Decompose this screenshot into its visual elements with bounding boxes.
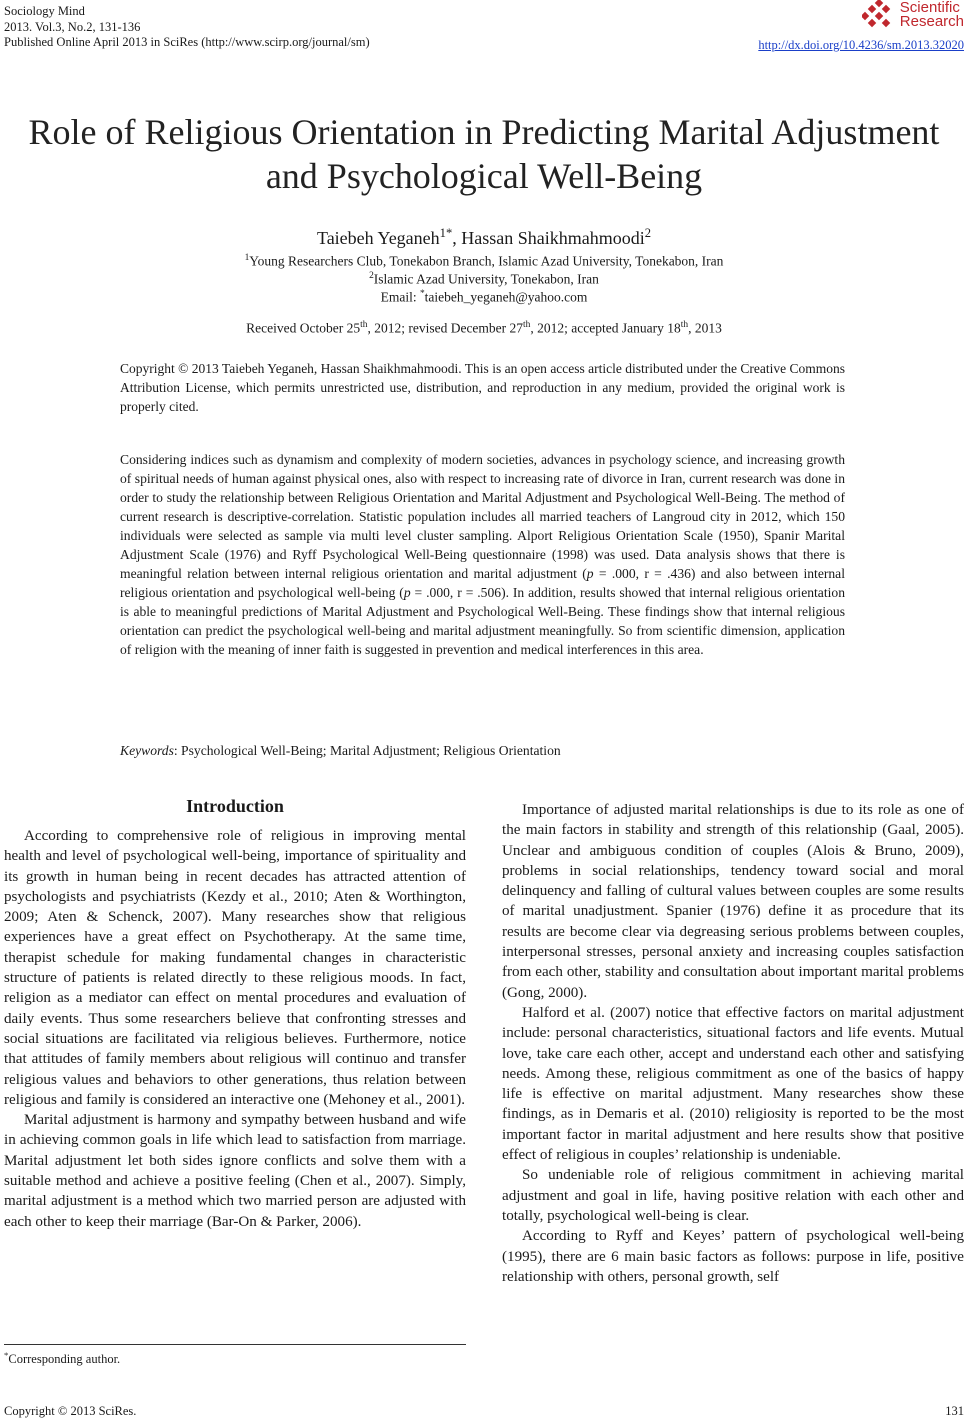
body-paragraph: Halford et al. (2007) notice that effective factors on marital adjustment include: personal characteristics, situational factors and life events. Mutual love, take care each other, accept and understand each other and satisfying needs. Among these, religious commitment as one of the basics of happy life is effective on marital adjustment. Many researches show these findings, as in Demaris et al. (2010) religiosity is reported to be the most important factor in marital adjustment and here results show that positive effect of religious in couples’ relationship is undeniable. xyxy=(502,1004,964,1164)
keywords-label: Keywords xyxy=(120,743,174,758)
body-paragraph: So undeniable role of religious commitment in achieving marital adjustment and goal in life, having positive relation with each other and totally, psychological well-being is clear. xyxy=(502,1167,964,1224)
email-prefix: Email: xyxy=(380,289,420,305)
footer-copyright: Copyright © 2013 SciRes. xyxy=(4,1404,137,1418)
received-date: Received October 25 xyxy=(246,320,361,336)
left-column xyxy=(4,826,466,1232)
introduction-heading: Introduction xyxy=(186,796,284,816)
email-sup: * xyxy=(419,289,425,299)
doi-container xyxy=(758,38,964,53)
title-line-1: Role of Religious Orientation in Predicting Marital Adjustment xyxy=(28,112,940,152)
footnote-text: Corresponding author. xyxy=(8,1352,121,1367)
author-1: Taiebeh Yeganeh xyxy=(316,228,440,248)
body-paragraph: Importance of adjusted marital relationships is due to its role as one of the main factors in stability and strength of this relationship (Gaal, 2005). Unclear and ambiguous condition of couples (Alois & Bruno, 2009), problems in social relationships, tendency toward social and moral delinquency and falling of cultural values between couples are some results of marital unadjustment. Spanier (1976) define it as procedure that its results are become clear via degreasing serious problems between couples, interpersonal stresses, personal anxiety and increasing couples satisfaction from each other, stability and consultation about important marital problems (Gong, 2000). xyxy=(502,802,964,1001)
received-ordinal: th xyxy=(360,320,368,330)
affiliation-1-sup: 1 xyxy=(244,253,250,263)
footnote-sup: * xyxy=(4,1350,9,1360)
logo-word-1: Scientific xyxy=(899,0,960,16)
author-2-sup: 2 xyxy=(644,226,652,240)
footnote xyxy=(4,1350,120,1367)
affiliation-2-sup: 2 xyxy=(369,271,374,281)
journal-header xyxy=(4,4,370,51)
revised-date: , 2012; revised December 27 xyxy=(367,320,524,336)
author-list xyxy=(0,226,968,249)
accepted-ordinal: th xyxy=(680,320,689,330)
page-number: 131 xyxy=(945,1404,964,1418)
revised-ordinal: th xyxy=(523,320,531,330)
keywords xyxy=(120,743,845,759)
journal-volume: 2013. Vol.3, No.2, 131-136 xyxy=(4,19,141,34)
body-paragraph: According to comprehensive role of religious in improving mental health and level of psychological well-being, importance of spirituality and its growth in human being in recent decades has attracted attention of psychologists and psychiatrists (Kezdy et al., 2010; Aten & Worthington, 2009; Aten & Schenck, 2007). Many researches show that religious experiences have a great effect on Psychotherapy. At the same time, therapist schedule for making fundamental changes in characteristic structure of patients is related directly to these religious moods. In fact, religion as a mediator can effect on mental procedures and evaluation of daily events. Thus some researchers believe that confronting stresses and social situations are facilitated via religious believes. Furthermore, notice that attitudes of family members about religious will continuo and transfer religious values and behaviors to other generations, thus relation between religious and family is considered an interactive one (Mehoney et al., 2001). xyxy=(4,828,466,1108)
author-email xyxy=(0,285,968,307)
publisher-logo xyxy=(862,0,964,30)
title-line-2: and Psychological Well-Being xyxy=(265,156,703,196)
journal-published: Published Online April 2013 in SciRes (http://www.scirp.org/journal/sm) xyxy=(4,35,370,49)
copyright-notice: Copyright © 2013 Taiebeh Yeganeh, Hassan Shaikhmahmoodi. This is an open access article distributed under the Creative Commons Attribution License, which permits unrestricted use, distribution, and reproduction in any medium, provided the original work is properly cited. xyxy=(120,361,845,414)
affiliation-1-text: Young Researchers Club, Tonekabon Branch, Islamic Azad University, Tonekabon, Iran xyxy=(249,253,724,269)
accepted-year: , 2013 xyxy=(688,320,722,336)
abstract-p-symbol: p xyxy=(586,566,594,581)
abstract xyxy=(120,450,845,659)
abstract-part-1: Considering indices such as dynamism and complexity of modern societies, advances in psychology science, and increasing growth of spiritual needs of human against physical ones, also with respect to increasing rate of divorce in Iran, current research was done in order to study the relationship between Religious Orientation and Marital Adjustment and Psychological Well-Being. The method of current research is descriptive-correlation. Statistic population includes all married teachers of Langroud city in 2012, which 150 individuals were selected as sample via multi level cluster sampling. Alport Religious Orientation Scale (1950), Spanir Marital Adjustment Scale (1976) and Ryff Psychological Well-Being questionnaire (1998) was used. Data analysis shows that there is meaningful relation between internal religious orientation and marital adjustment ( xyxy=(120,452,845,581)
affiliation-2-text: Islamic Azad University, Tonekabon, Iran xyxy=(373,271,599,287)
journal-name: Sociology Mind xyxy=(4,4,85,18)
body-paragraph: Marital adjustment is harmony and sympathy between husband and wife in achieving common goals in life which lead to satisfaction from marriage. Marital adjustment let both sides ignore conflicts and solve them with a suitable method and achieve a positive feeling (Chen et al., 2007). Simply, marital adjustment is a method which two married person are adjusted with each other to keep their marriage (Bar-On & Parker, 2006). xyxy=(4,1112,466,1230)
paper-title xyxy=(0,110,968,198)
doi-link[interactable]: http://dx.doi.org/10.4236/sm.2013.32020 xyxy=(758,38,964,52)
author-separator: , xyxy=(452,228,462,248)
received-dates xyxy=(0,320,968,337)
logo-word-2: Research xyxy=(899,13,964,30)
author-2: Hassan Shaikhmahmoodi xyxy=(461,228,645,248)
abstract-part-3: = .000, r = .506). In addition, results showed that internal religious orientation is able to meaningful predictions of Marital Adjustment and Psychological Well-Being. These findings show that internal religious orientation can predict the psychological well-being and marital adjustment meaningfully. So from scientific dimension, application of religion with the meaning of inner faith is suggested in prevention and medical interferences in this area. xyxy=(120,585,845,657)
publisher-logo-text xyxy=(900,1,964,29)
accepted-date: , 2012; accepted January 18 xyxy=(530,320,681,336)
body-paragraph: According to Ryff and Keyes’ pattern of psychological well-being (1995), there are 6 main basic factors as follows: purpose in life, positive relationship with others, personal growth, self xyxy=(502,1228,964,1285)
abstract-part-2: = .000, r = .436) and also between internal religious orientation and psychological well-being ( xyxy=(120,566,845,600)
right-column xyxy=(502,800,964,1287)
footnote-divider xyxy=(4,1344,466,1345)
keywords-text: : Psychological Well-Being; Marital Adjustment; Religious Orientation xyxy=(173,743,561,758)
diamond-cluster-icon xyxy=(862,0,896,30)
email-address: taiebeh_yeganeh@yahoo.com xyxy=(424,289,588,305)
abstract-p-symbol: p xyxy=(403,585,411,600)
author-1-sup: 1* xyxy=(439,226,453,240)
